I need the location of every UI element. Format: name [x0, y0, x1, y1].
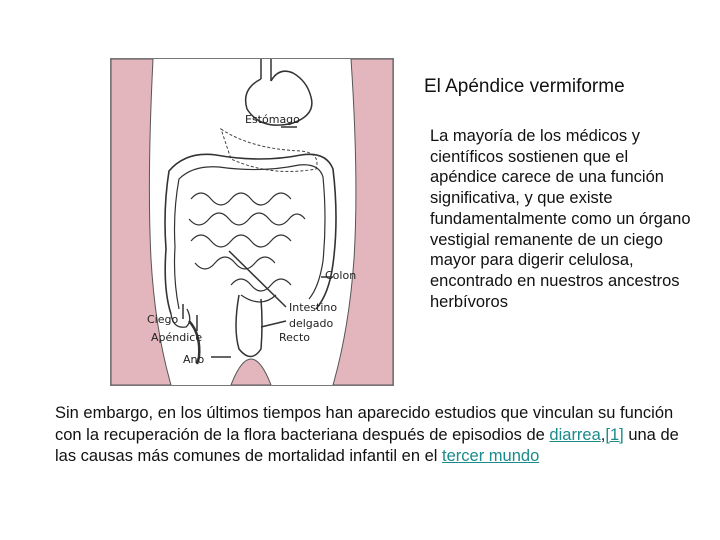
label-delgado: delgado: [289, 317, 334, 330]
paragraph-text-middle: una de las causas más comunes de mortalidad infantil en el: [55, 425, 679, 465]
body-paragraph: [55, 403, 685, 468]
paragraph-text: Sin embargo, en los últimos tiempos han aparecido estudios que vinculan su función con la recuperación de la flora bacteriana después de episodios de: [55, 404, 674, 444]
paragraph-separator: ,: [600, 425, 606, 444]
label-apendice: Apéndice: [151, 331, 203, 344]
label-recto: Recto: [279, 331, 311, 344]
intro-paragraph: La mayoría de los médicos y científicos sostienen que el apéndice carece de una función significativa, y que existe fundamentalmente como un órgano vestigial remanente de un ciego mayor para digerir celulosa, encontrado en nuestros ancestros herbívoros: [430, 127, 691, 311]
page-title: El Apéndice vermiforme: [424, 76, 625, 97]
link-diarrea[interactable]: diarrea: [549, 425, 601, 444]
label-ciego: Ciego: [147, 313, 179, 326]
label-colon: Colon: [325, 269, 357, 282]
label-estomago: Estómago: [245, 113, 300, 126]
link-reference-1[interactable]: [1]: [605, 425, 624, 444]
digestive-system-figure: [110, 58, 394, 386]
link-tercer-mundo[interactable]: tercer mundo: [442, 447, 540, 465]
label-ano: Ano: [183, 353, 205, 366]
label-intestino: Intestino: [289, 301, 338, 314]
